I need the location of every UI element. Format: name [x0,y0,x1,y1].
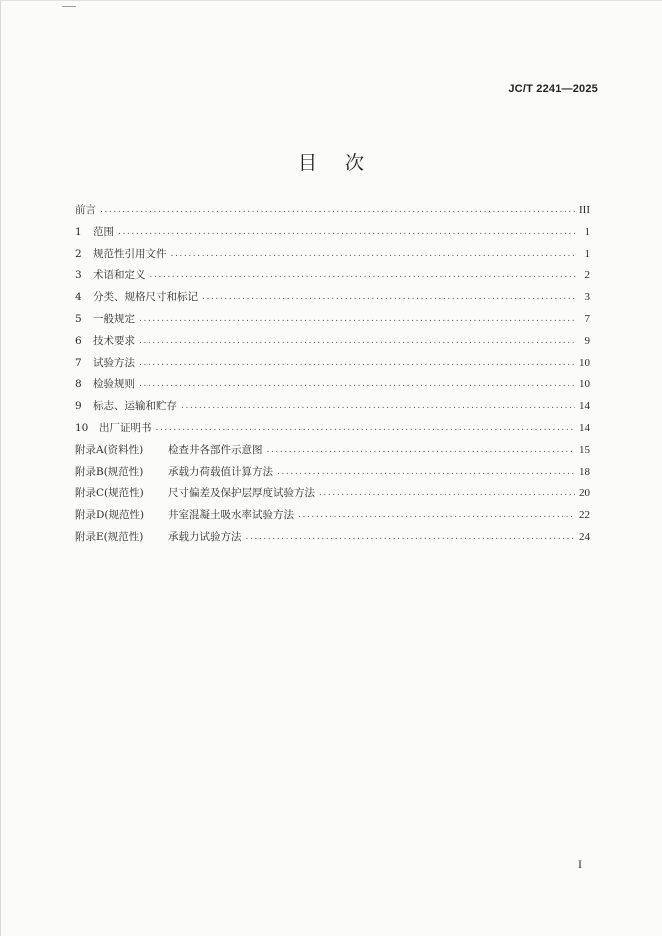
toc-entry-annex-e[interactable] [75,529,590,551]
toc-entry-factory-certificate[interactable] [75,420,590,442]
toc-leader-dots [139,314,576,324]
toc-entry-label: 技术要求 [93,334,135,347]
toc-leader-dots [202,292,576,302]
toc-annex-prefix: 附录D(规范性) [75,509,145,522]
toc-entry-page: 7 [584,312,590,325]
toc-entry-technical-requirements[interactable] [75,333,590,355]
toc-entry-annex-b[interactable] [75,464,590,486]
toc-entry-page: 10 [579,378,590,391]
toc-leader-dots [319,488,575,498]
toc-entry-label: 承载力试验方法 [168,530,242,543]
toc-entry-label: 前言 [75,204,96,216]
toc-leader-dots [298,510,575,520]
toc-entry-scope[interactable] [75,224,590,246]
toc-leader-dots [277,467,575,477]
toc-entry-number: 9 [75,400,82,413]
toc-leader-dots [150,270,577,280]
toc-leader-dots [139,379,575,389]
toc-annex-prefix: 附录A(资料性) [75,443,144,456]
toc-leader-dots [156,423,576,433]
toc-entry-label: 试验方法 [93,356,135,369]
toc-leader-dots [181,401,575,411]
toc-entry-label: 检查井各部件示意图 [168,443,263,456]
toc-entry-page: 14 [579,400,590,413]
toc-entry-annex-c[interactable] [75,485,590,507]
toc-entry-page: 20 [579,487,590,500]
toc-entry-page: 1 [584,225,590,238]
toc-annex-prefix: 附录C(规范性) [75,487,144,500]
toc-entry-number: 8 [75,378,82,391]
toc-entry-annex-d[interactable] [75,507,590,529]
toc-entry-inspection-rules[interactable] [75,376,590,398]
toc-entry-label: 标志、运输和贮存 [93,400,177,413]
toc-leader-dots [118,227,576,237]
toc-annex-prefix: 附录E(规范性) [75,530,144,543]
document-number: JC/T 2241—2025 [508,83,598,95]
toc-entry-label: 尺寸偏差及保护层厚度试验方法 [168,487,315,500]
toc-entry-page: 24 [579,530,590,543]
toc-entry-label: 范围 [93,225,114,238]
toc-entry-page: 14 [579,421,590,434]
toc-entry-normative-references[interactable] [75,246,590,268]
toc-entry-general-provisions[interactable] [75,311,590,333]
toc-entry-label: 术语和定义 [93,269,146,282]
toc-entry-number: 4 [75,291,82,304]
toc-leader-dots [139,358,575,368]
toc-title: 目次 [297,152,392,174]
toc-entry-number: 1 [75,225,82,238]
toc-entry-label: 分类、规格尺寸和标记 [93,291,198,304]
toc-entry-terms-definitions[interactable] [75,267,590,289]
toc-entry-page: 18 [579,465,590,478]
toc-entry-number: 7 [75,356,82,369]
toc-entry-classification[interactable] [75,289,590,311]
toc-entry-label: 井室混凝土吸水率试验方法 [168,509,294,522]
toc-leader-dots [139,336,576,346]
toc-entry-foreword[interactable] [75,202,590,224]
scan-mark [62,6,76,7]
toc-entry-annex-a[interactable] [75,442,590,464]
toc-entry-page: 9 [584,334,590,347]
toc-entry-label: 一般规定 [93,312,135,325]
toc-entry-number: 6 [75,334,82,347]
toc-entry-marking-transport-storage[interactable] [75,398,590,420]
toc-entry-page: 2 [584,269,590,282]
toc-entry-page: 10 [579,356,590,369]
toc-leader-dots [267,445,576,455]
page-number: I [578,857,582,871]
toc-entry-label: 承载力荷载值计算方法 [168,465,273,478]
toc-entry-page: 1 [584,247,590,260]
toc-entry-number: 2 [75,247,82,260]
toc-leader-dots [246,532,576,542]
toc-entry-number: 5 [75,312,82,325]
toc-entry-page: III [579,204,590,216]
toc-entry-test-methods[interactable] [75,355,590,377]
toc-entry-label: 检验规则 [93,378,135,391]
toc-entry-number: 10 [75,421,89,434]
toc-entry-label: 规范性引用文件 [93,247,167,260]
toc-leader-dots [171,249,577,259]
toc-list [75,202,590,551]
toc-entry-page: 3 [584,291,590,304]
toc-entry-page: 15 [579,443,590,456]
toc-entry-number: 3 [75,269,82,282]
toc-annex-prefix: 附录B(规范性) [75,465,144,478]
toc-entry-page: 22 [579,509,590,522]
toc-entry-label: 出厂证明书 [99,421,152,434]
toc-leader-dots [100,205,575,215]
